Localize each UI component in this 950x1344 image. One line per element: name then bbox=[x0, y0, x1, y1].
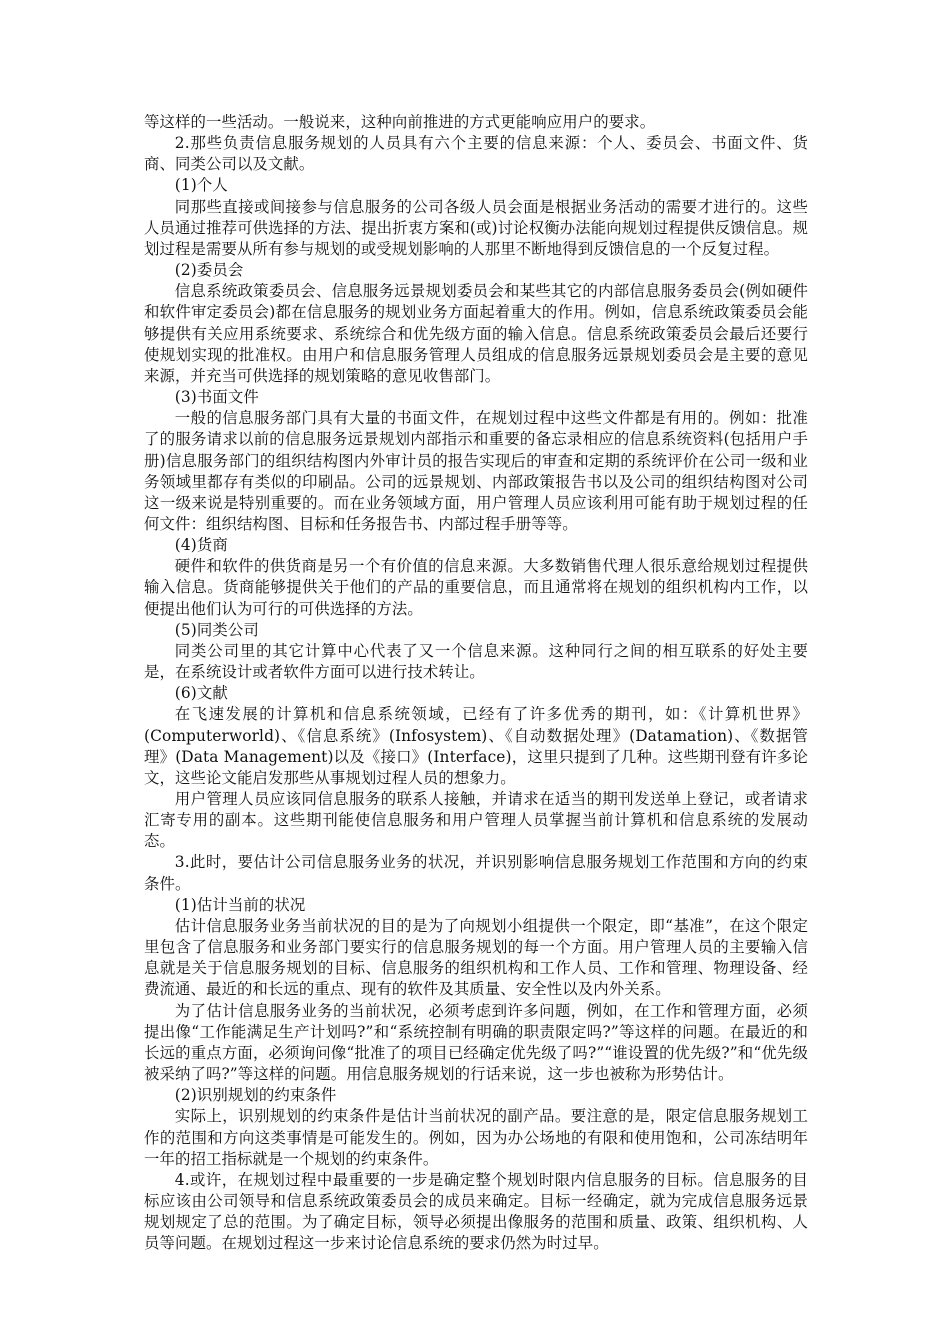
paragraph-step-4: 4.或许，在规划过程中最重要的一步是确定整个规划时限内信息服务的目标。信息服务的目标应该由公司领导和信息系统政策委员会的成员来确定。目标一经确定，就为完成信息服务远景规划规定了总的范围。为了确定目标，领导必须提出像服务的范围和质量、政策、组织机构、人员等问题。在规划过程这一步来讨论信息系统的要求仍然为时过早。 bbox=[144, 1170, 808, 1253]
subheading-literature: (6)文献 bbox=[174, 684, 228, 703]
subheading-peer-companies: (5)同类公司 bbox=[174, 620, 259, 639]
subheading-individuals: (1)个人 bbox=[174, 176, 228, 195]
paragraph-written-documents: 一般的信息服务部门具有大量的书面文件，在规划过程中这些文件都是有用的。例如：批准了的服务请求以前的信息服务远景规划内部指示和重要的备忘录相应的信息系统资料(包括用户手册)信息服务部门的组织结构图内外审计员的报告实现后的审查和定期的系统评价在公司一级和业务领域里都存有类似的印刷品。公司的远景规划、内部政策报告书以及公司的组织结构图对公司这一级来说是特别重要的。而在业务领域方面，用户管理人员应该利用可能有助于规划过程的任何文件：组织结构图、目标和任务报告书、内部过程手册等等。 bbox=[144, 409, 808, 533]
paragraph-constraints: 实际上，识别规划的约束条件是估计当前状况的副产品。要注意的是，限定信息服务规划工作的范围和方向这类事情是可能发生的。例如，因为办公场地的有限和使用饱和，公司冻结明年一年的招工指标就是一个规划的约束条件。 bbox=[144, 1107, 808, 1168]
paragraph-peer-companies: 同类公司里的其它计算中心代表了又一个信息来源。这种同行之间的相互联系的好处主要是，在系统设计或者软件方面可以进行技术转让。 bbox=[144, 641, 808, 682]
subheading-committees: (2)委员会 bbox=[174, 261, 244, 280]
paragraph-step-3: 3.此时，要估计公司信息服务业务的状况，并识别影响信息服务规划工作范围和方向的约束条件。 bbox=[144, 853, 808, 893]
paragraph-literature-contact: 用户管理人员应该同信息服务的联系人接触，并请求在适当的期刊发送单上登记，或者请求汇寄专用的副本。这些期刊能使信息服务和用户管理人员掌握当前计算机和信息系统的发展动态。 bbox=[144, 790, 808, 851]
subheading-current-status: (1)估计当前的状况 bbox=[174, 895, 306, 914]
paragraph-2: 2.那些负责信息服务规划的人员具有六个主要的信息来源：个人、委员会、书面文件、货商、同类公司以及文献。 bbox=[144, 134, 808, 174]
paragraph-current-status-questions: 为了估计信息服务业务的当前状况，必须考虑到许多问题，例如，在工作和管理方面，必须提出像“工作能满足生产计划吗?”和“系统控制有明确的职责限定吗?”等这样的问题。在最近的和长远的重点方面，必须询问像“批准了的项目已经确定优先级了吗?”“谁设置的优先级?”和“优先级被采纳了吗?”等这样的问题。用信息服务规划的行话来说，这一步也被称为形势估计。 bbox=[144, 1001, 808, 1084]
paragraph-current-status: 估计信息服务业务当前状况的目的是为了向规划小组提供一个限定，即“基准”，在这个限定里包含了信息服务和业务部门要实行的信息服务规划的每一个方面。用户管理人员的主要输入信息就是关于信息服务规划的目标、信息服务的组织机构和工作人员、工作和管理、物理设备、经费流通、最近的和长远的重点、现有的软件及其质量、安全性以及内外关系。 bbox=[144, 916, 808, 999]
subheading-written-documents: (3)书面文件 bbox=[174, 388, 259, 407]
subheading-vendors: (4)货商 bbox=[174, 536, 228, 555]
paragraph-individuals: 同那些直接或间接参与信息服务的公司各级人员会面是根据业务活动的需要才进行的。这些人员通过推荐可供选择的方法、提出折衷方案和(或)讨论权衡办法能向规划过程提供反馈信息。规划过程是需要从所有参与规划的或受规划影响的人那里不断地得到反馈信息的一个反复过程。 bbox=[144, 197, 808, 258]
paragraph-1: 等这样的一些活动。一般说来，这种向前推进的方式更能响应用户的要求。 bbox=[144, 113, 656, 131]
subheading-constraints: (2)识别规划的约束条件 bbox=[174, 1086, 337, 1105]
paragraph-literature: 在飞速发展的计算机和信息系统领域，已经有了许多优秀的期刊，如：《计算机世界》(Computerworld)、《信息系统》(Infosystem)、《自动数据处理》(Datamation)、《数据管理》(Data Management)以及《接口》(Interface)，这里只提到了几种。这些期刊登有许多论文，这些论文能启发那些从事规划过程人员的想象力。 bbox=[144, 705, 808, 787]
paragraph-vendors: 硬件和软件的供货商是另一个有价值的信息来源。大多数销售代理人很乐意给规划过程提供输入信息。货商能够提供关于他们的产品的重要信息，而且通常将在规划的组织机构内工作，以便提出他们认为可行的可供选择的方法。 bbox=[144, 557, 808, 618]
document-body bbox=[144, 112, 808, 1254]
paragraph-committees: 信息系统政策委员会、信息服务远景规划委员会和某些其它的内部信息服务委员会(例如硬件和软件审定委员会)都在信息服务的规划业务方面起着重大的作用。例如，信息系统政策委员会能够提供有关应用系统要求、系统综合和优先级方面的输入信息。信息系统政策委员会最后还要行使规划实现的批准权。由用户和信息服务管理人员组成的信息服务远景规划委员会是主要的意见来源，并充当可供选择的规划策略的意见收售部门。 bbox=[144, 282, 808, 385]
